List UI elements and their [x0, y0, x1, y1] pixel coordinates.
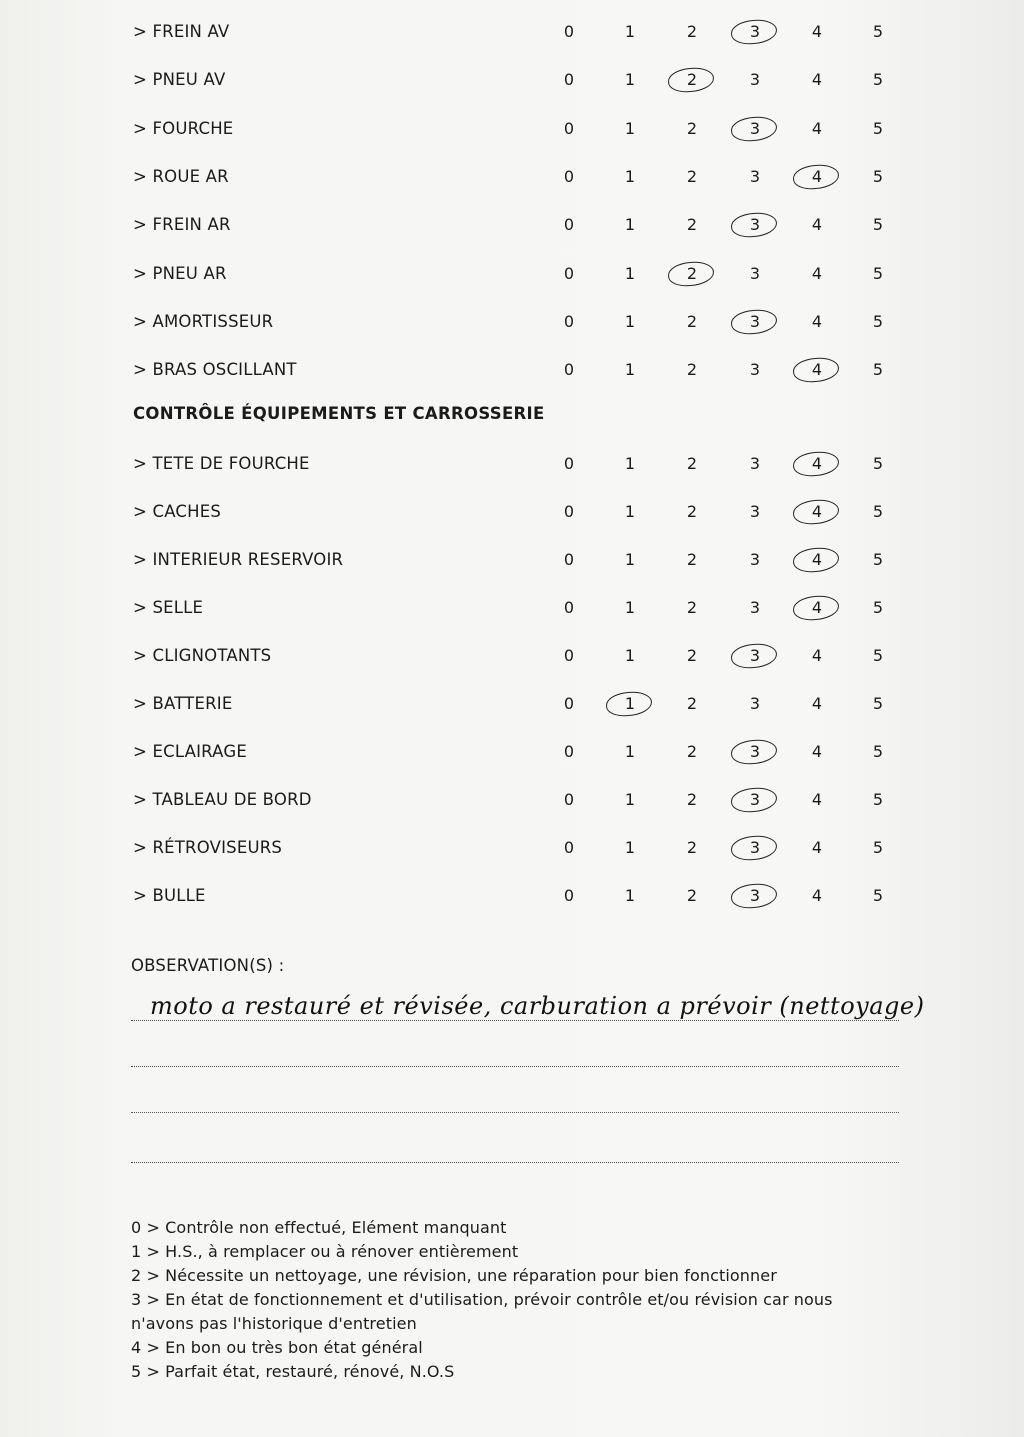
- score-value: 2: [686, 598, 698, 617]
- score-value: 5: [872, 598, 884, 617]
- score-value: 5: [872, 502, 884, 521]
- score-value: 2: [686, 22, 698, 41]
- checklist-item-label: > FREIN AR: [133, 215, 231, 235]
- score-option-1: [608, 60, 652, 100]
- score-option-2: [670, 350, 714, 390]
- score-value: 3: [749, 646, 761, 665]
- score-value: 0: [563, 454, 575, 473]
- score-option-0: [547, 60, 591, 100]
- score-option-1: [608, 205, 652, 245]
- score-option-5: [856, 588, 900, 628]
- score-value: 3: [749, 598, 761, 617]
- score-option-4: [795, 732, 839, 772]
- score-value: 4: [811, 886, 823, 905]
- score-value: 5: [872, 790, 884, 809]
- checklist-item-label: > BRAS OSCILLANT: [133, 360, 297, 380]
- score-option-2: [670, 684, 714, 724]
- checklist-row: [0, 684, 1024, 724]
- score-value: 3: [749, 166, 761, 186]
- score-option-4: [795, 350, 839, 390]
- score-value: 3: [749, 790, 761, 809]
- score-value: 4: [811, 215, 823, 235]
- score-value: 1: [624, 694, 636, 713]
- score-option-5: [856, 492, 900, 532]
- score-option-5: [856, 540, 900, 580]
- score-option-0: [547, 588, 591, 628]
- checklist-item-label: > SELLE: [133, 598, 204, 617]
- score-option-2: [670, 540, 714, 580]
- score-option-3: [733, 157, 777, 197]
- score-value: 5: [872, 118, 884, 138]
- score-value: 3: [749, 215, 761, 235]
- score-value: 2: [686, 790, 698, 809]
- score-option-1: [608, 12, 652, 52]
- score-value: 0: [563, 550, 575, 569]
- score-value: 0: [563, 311, 575, 331]
- score-option-5: [856, 444, 900, 484]
- score-value: 0: [563, 118, 575, 138]
- checklist-row: [0, 492, 1024, 532]
- checklist-row: [0, 876, 1024, 916]
- score-option-0: [547, 205, 591, 245]
- checklist-row: [0, 254, 1024, 294]
- score-value: 1: [624, 646, 636, 665]
- checklist-row: [0, 636, 1024, 676]
- score-option-3: [733, 876, 777, 916]
- score-option-4: [795, 780, 839, 820]
- score-option-4: [795, 302, 839, 342]
- score-value: 3: [749, 70, 761, 90]
- checklist-item-label: > ROUE AR: [133, 166, 229, 186]
- score-value: 5: [872, 694, 884, 713]
- score-value: 5: [872, 838, 884, 857]
- selected-score-circle: [792, 450, 840, 477]
- selected-score-circle: [730, 882, 778, 909]
- score-option-2: [670, 205, 714, 245]
- score-option-0: [547, 540, 591, 580]
- checklist-row: [0, 109, 1024, 149]
- score-option-4: [795, 876, 839, 916]
- score-value: 1: [624, 166, 636, 186]
- score-value: 1: [624, 360, 636, 380]
- score-option-4: [795, 588, 839, 628]
- score-value: 2: [686, 166, 698, 186]
- score-value: 4: [811, 742, 823, 761]
- selected-score-circle: [792, 163, 840, 190]
- selected-score-circle: [792, 357, 840, 384]
- score-value: 5: [872, 215, 884, 235]
- score-option-1: [608, 254, 652, 294]
- score-option-5: [856, 350, 900, 390]
- score-value: 1: [624, 838, 636, 857]
- score-option-2: [670, 492, 714, 532]
- score-option-5: [856, 732, 900, 772]
- checklist-row: [0, 12, 1024, 52]
- score-value: 5: [872, 742, 884, 761]
- selected-score-circle: [730, 786, 778, 813]
- score-value: 2: [686, 694, 698, 713]
- score-option-3: [733, 444, 777, 484]
- selected-score-circle: [792, 546, 840, 573]
- score-option-3: [733, 636, 777, 676]
- score-option-5: [856, 684, 900, 724]
- legend-line: 0 > Contrôle non effectué, Elément manquant: [131, 1218, 507, 1237]
- score-value: 2: [686, 886, 698, 905]
- score-value: 1: [624, 215, 636, 235]
- score-value: 2: [686, 502, 698, 521]
- score-option-3: [733, 828, 777, 868]
- checklist-item-label: > AMORTISSEUR: [133, 311, 274, 331]
- score-option-0: [547, 684, 591, 724]
- score-option-0: [547, 492, 591, 532]
- score-option-2: [670, 302, 714, 342]
- checklist-row: [0, 350, 1024, 390]
- score-option-0: [547, 12, 591, 52]
- score-option-3: [733, 254, 777, 294]
- score-value: 0: [563, 646, 575, 665]
- legend-line: 3 > En état de fonctionnement et d'utilisation, prévoir contrôle et/ou révision car nous: [131, 1290, 833, 1309]
- score-option-1: [608, 492, 652, 532]
- checklist-row: [0, 780, 1024, 820]
- score-value: 1: [624, 311, 636, 331]
- score-value: 5: [872, 360, 884, 380]
- score-value: 1: [624, 263, 636, 283]
- score-option-0: [547, 254, 591, 294]
- score-value: 0: [563, 215, 575, 235]
- checklist-item-label: > TABLEAU DE BORD: [133, 790, 312, 809]
- score-option-4: [795, 636, 839, 676]
- observations-handwritten-note: moto a restauré et révisée, carburation a prévoir (nettoyage): [150, 992, 925, 1020]
- score-value: 4: [811, 70, 823, 90]
- selected-score-circle: [667, 67, 715, 94]
- legend-line: 2 > Nécessite un nettoyage, une révision, une réparation pour bien fonctionner: [131, 1266, 777, 1285]
- score-option-4: [795, 205, 839, 245]
- score-option-4: [795, 540, 839, 580]
- score-option-5: [856, 302, 900, 342]
- score-option-1: [608, 684, 652, 724]
- checklist-item-label: > CLIGNOTANTS: [133, 646, 272, 665]
- checklist-row: [0, 588, 1024, 628]
- score-value: 4: [811, 502, 823, 521]
- checklist-row: [0, 205, 1024, 245]
- score-option-0: [547, 302, 591, 342]
- score-option-0: [547, 828, 591, 868]
- score-value: 0: [563, 598, 575, 617]
- score-option-3: [733, 60, 777, 100]
- score-option-0: [547, 780, 591, 820]
- score-value: 3: [749, 838, 761, 857]
- score-value: 3: [749, 22, 761, 41]
- score-value: 3: [749, 694, 761, 713]
- score-option-1: [608, 732, 652, 772]
- selected-score-circle: [730, 642, 778, 669]
- score-option-2: [670, 780, 714, 820]
- score-option-3: [733, 205, 777, 245]
- checklist-item-label: > RÉTROVISEURS: [133, 838, 283, 857]
- checklist-item-label: > PNEU AR: [133, 263, 227, 283]
- score-option-1: [608, 444, 652, 484]
- score-value: 4: [811, 454, 823, 473]
- score-option-4: [795, 60, 839, 100]
- selected-score-circle: [730, 18, 778, 45]
- score-value: 3: [749, 263, 761, 283]
- selected-score-circle: [605, 690, 653, 717]
- score-option-4: [795, 492, 839, 532]
- score-value: 3: [749, 550, 761, 569]
- score-value: 2: [686, 550, 698, 569]
- score-option-2: [670, 876, 714, 916]
- score-value: 2: [686, 118, 698, 138]
- score-option-5: [856, 254, 900, 294]
- score-value: 1: [624, 22, 636, 41]
- score-value: 5: [872, 646, 884, 665]
- score-option-1: [608, 109, 652, 149]
- score-value: 3: [749, 502, 761, 521]
- selected-score-circle: [667, 260, 715, 287]
- score-option-1: [608, 157, 652, 197]
- score-option-2: [670, 444, 714, 484]
- score-option-5: [856, 636, 900, 676]
- score-value: 0: [563, 502, 575, 521]
- score-option-2: [670, 732, 714, 772]
- score-option-0: [547, 109, 591, 149]
- score-value: 0: [563, 360, 575, 380]
- score-value: 4: [811, 22, 823, 41]
- score-value: 0: [563, 790, 575, 809]
- score-value: 1: [624, 502, 636, 521]
- score-option-2: [670, 60, 714, 100]
- score-value: 0: [563, 263, 575, 283]
- legend-line: n'avons pas l'historique d'entretien: [131, 1314, 417, 1333]
- score-option-1: [608, 780, 652, 820]
- score-value: 2: [686, 454, 698, 473]
- score-option-5: [856, 60, 900, 100]
- score-option-3: [733, 780, 777, 820]
- score-option-5: [856, 828, 900, 868]
- selected-score-circle: [792, 498, 840, 525]
- score-value: 2: [686, 311, 698, 331]
- score-option-5: [856, 12, 900, 52]
- score-value: 4: [811, 598, 823, 617]
- section-title: CONTRÔLE ÉQUIPEMENTS ET CARROSSERIE: [133, 404, 545, 423]
- score-option-2: [670, 828, 714, 868]
- score-value: 4: [811, 550, 823, 569]
- score-value: 2: [686, 742, 698, 761]
- score-value: 2: [686, 263, 698, 283]
- score-value: 1: [624, 742, 636, 761]
- score-option-0: [547, 157, 591, 197]
- score-value: 0: [563, 838, 575, 857]
- score-option-4: [795, 12, 839, 52]
- score-option-4: [795, 828, 839, 868]
- score-option-2: [670, 588, 714, 628]
- score-value: 1: [624, 790, 636, 809]
- score-value: 5: [872, 22, 884, 41]
- score-value: 4: [811, 166, 823, 186]
- score-option-0: [547, 350, 591, 390]
- rating-legend: [131, 1216, 911, 1384]
- score-value: 4: [811, 263, 823, 283]
- checklist-item-label: > ECLAIRAGE: [133, 742, 247, 761]
- score-option-5: [856, 780, 900, 820]
- score-value: 3: [749, 118, 761, 138]
- checklist-item-label: > FREIN AV: [133, 22, 230, 41]
- score-value: 2: [686, 215, 698, 235]
- checklist-row: [0, 828, 1024, 868]
- observation-line-4: [131, 1162, 899, 1163]
- score-value: 0: [563, 70, 575, 90]
- checklist-item-label: > CACHES: [133, 502, 222, 521]
- score-option-3: [733, 540, 777, 580]
- score-option-3: [733, 684, 777, 724]
- score-option-5: [856, 205, 900, 245]
- score-option-2: [670, 157, 714, 197]
- score-option-4: [795, 157, 839, 197]
- selected-score-circle: [730, 738, 778, 765]
- score-option-1: [608, 302, 652, 342]
- score-option-3: [733, 588, 777, 628]
- observation-line-1: [131, 1020, 899, 1021]
- score-value: 0: [563, 886, 575, 905]
- score-value: 4: [811, 360, 823, 380]
- selected-score-circle: [730, 834, 778, 861]
- score-value: 1: [624, 598, 636, 617]
- score-option-3: [733, 109, 777, 149]
- score-value: 4: [811, 838, 823, 857]
- score-value: 5: [872, 70, 884, 90]
- checklist-item-label: > BULLE: [133, 886, 206, 905]
- score-value: 4: [811, 694, 823, 713]
- legend-line: 4 > En bon ou très bon état général: [131, 1338, 423, 1357]
- score-option-1: [608, 876, 652, 916]
- observation-line-3: [131, 1112, 899, 1113]
- score-option-1: [608, 588, 652, 628]
- score-value: 4: [811, 118, 823, 138]
- score-option-2: [670, 636, 714, 676]
- checklist-item-label: > TETE DE FOURCHE: [133, 454, 310, 473]
- selected-score-circle: [730, 212, 778, 239]
- checklist-row: [0, 732, 1024, 772]
- checklist-row: [0, 540, 1024, 580]
- checklist-item-label: > PNEU AV: [133, 70, 226, 90]
- legend-line: 1 > H.S., à remplacer ou à rénover entièrement: [131, 1242, 519, 1261]
- score-value: 5: [872, 886, 884, 905]
- score-value: 3: [749, 360, 761, 380]
- score-value: 4: [811, 646, 823, 665]
- score-option-3: [733, 12, 777, 52]
- score-value: 1: [624, 70, 636, 90]
- score-value: 2: [686, 360, 698, 380]
- score-value: 2: [686, 646, 698, 665]
- score-value: 0: [563, 742, 575, 761]
- score-option-4: [795, 254, 839, 294]
- score-option-5: [856, 876, 900, 916]
- score-value: 0: [563, 166, 575, 186]
- selected-score-circle: [792, 594, 840, 621]
- score-option-0: [547, 732, 591, 772]
- score-option-5: [856, 157, 900, 197]
- score-option-0: [547, 876, 591, 916]
- score-value: 0: [563, 694, 575, 713]
- observations-label: OBSERVATION(S) :: [131, 956, 285, 975]
- score-value: 5: [872, 263, 884, 283]
- checklist-row: [0, 444, 1024, 484]
- score-value: 2: [686, 838, 698, 857]
- score-option-4: [795, 444, 839, 484]
- score-option-1: [608, 540, 652, 580]
- checklist-row: [0, 302, 1024, 342]
- score-option-1: [608, 636, 652, 676]
- score-value: 1: [624, 454, 636, 473]
- score-value: 3: [749, 742, 761, 761]
- score-value: 3: [749, 311, 761, 331]
- score-option-3: [733, 492, 777, 532]
- score-option-1: [608, 828, 652, 868]
- score-value: 0: [563, 22, 575, 41]
- score-value: 5: [872, 166, 884, 186]
- score-value: 4: [811, 311, 823, 331]
- checklist-item-label: > FOURCHE: [133, 118, 234, 138]
- score-option-3: [733, 302, 777, 342]
- score-value: 1: [624, 118, 636, 138]
- score-value: 5: [872, 454, 884, 473]
- checklist-item-label: > INTERIEUR RESERVOIR: [133, 550, 344, 569]
- score-option-1: [608, 350, 652, 390]
- score-option-0: [547, 636, 591, 676]
- selected-score-circle: [730, 115, 778, 142]
- score-option-4: [795, 684, 839, 724]
- score-option-3: [733, 350, 777, 390]
- score-option-5: [856, 109, 900, 149]
- score-value: 1: [624, 550, 636, 569]
- score-option-0: [547, 444, 591, 484]
- selected-score-circle: [730, 308, 778, 335]
- checklist-row: [0, 157, 1024, 197]
- score-value: 3: [749, 454, 761, 473]
- checklist-row: [0, 60, 1024, 100]
- score-value: 4: [811, 790, 823, 809]
- score-option-2: [670, 254, 714, 294]
- score-value: 2: [686, 70, 698, 90]
- observation-line-2: [131, 1066, 899, 1067]
- legend-line: 5 > Parfait état, restauré, rénové, N.O.S: [131, 1362, 455, 1381]
- score-value: 3: [749, 886, 761, 905]
- score-option-2: [670, 12, 714, 52]
- score-value: 1: [624, 886, 636, 905]
- score-option-2: [670, 109, 714, 149]
- score-value: 5: [872, 550, 884, 569]
- score-value: 5: [872, 311, 884, 331]
- score-option-4: [795, 109, 839, 149]
- checklist-item-label: > BATTERIE: [133, 694, 233, 713]
- score-option-3: [733, 732, 777, 772]
